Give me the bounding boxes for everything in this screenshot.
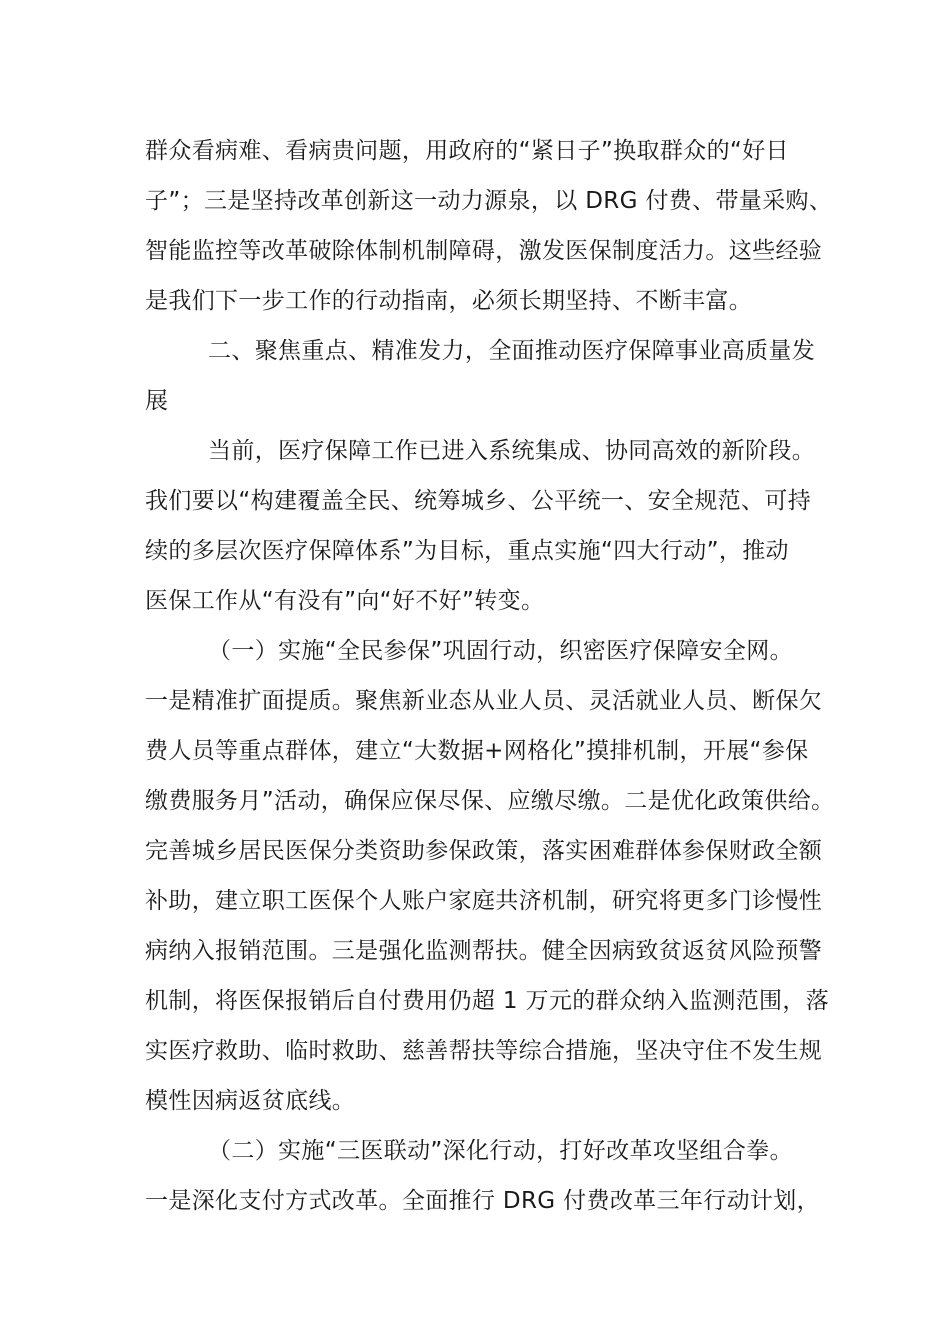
body-text-line: 我们要以“构建覆盖全民、统筹城乡、公平统一、安全规范、可持	[145, 488, 812, 514]
body-text-line: 实医疗救助、临时救助、慈善帮扶等综合措施，坚决守住不发生规	[145, 1038, 823, 1064]
body-text-line: 子”；三是坚持改革创新这一动力源泉，以 DRG 付费、带量采购、	[145, 188, 833, 214]
body-text-line: 当前，医疗保障工作已进入系统集成、协同高效的新阶段。	[208, 438, 816, 464]
body-text-line: 机制，将医保报销后自付费用仍超 1 万元的群众纳入监测范围，落	[145, 988, 830, 1014]
subsection-heading: （二）实施“三医联动”深化行动，打好改革攻坚组合拳。	[208, 1138, 793, 1164]
subsection-heading: （一）实施“全民参保”巩固行动，织密医疗保障安全网。	[208, 638, 793, 664]
section-heading-continued: 展	[145, 388, 169, 414]
body-text-line: 模性因病返贫底线。	[145, 1088, 356, 1114]
body-text-line: 智能监控等改革破除体制机制障碍，激发医保制度活力。这些经验	[145, 238, 823, 264]
section-heading: 二、聚焦重点、精准发力，全面推动医疗保障事业高质量发	[208, 338, 816, 364]
body-text-line: 一是精准扩面提质。聚焦新业态从业人员、灵活就业人员、断保欠	[145, 688, 823, 714]
body-text-line: 是我们下一步工作的行动指南，必须长期坚持、不断丰富。	[145, 288, 753, 314]
body-text-line: 补助，建立职工医保个人账户家庭共济机制，研究将更多门诊慢性	[145, 888, 823, 914]
body-text-line: 一是深化支付方式改革。全面推行 DRG 付费改革三年行动计划，	[145, 1188, 820, 1214]
body-text-line: 完善城乡居民医保分类资助参保政策，落实困难群体参保财政全额	[145, 838, 823, 864]
body-text-line: 群众看病难、看病贵问题，用政府的“紧日子”换取群众的“好日	[145, 138, 789, 164]
body-text-line: 续的多层次医疗保障体系”为目标，重点实施“四大行动”，推动	[145, 538, 789, 564]
body-text-line: 医保工作从“有没有”向“好不好”转变。	[145, 588, 545, 614]
body-text-line: 病纳入报销范围。三是强化监测帮扶。健全因病致贫返贫风险预警	[145, 938, 823, 964]
body-text-line: 缴费服务月”活动，确保应保尽保、应缴尽缴。二是优化政策供给。	[145, 788, 835, 814]
body-text-line: 费人员等重点群体，建立“大数据+网格化”摸排机制，开展“参保	[145, 738, 809, 764]
